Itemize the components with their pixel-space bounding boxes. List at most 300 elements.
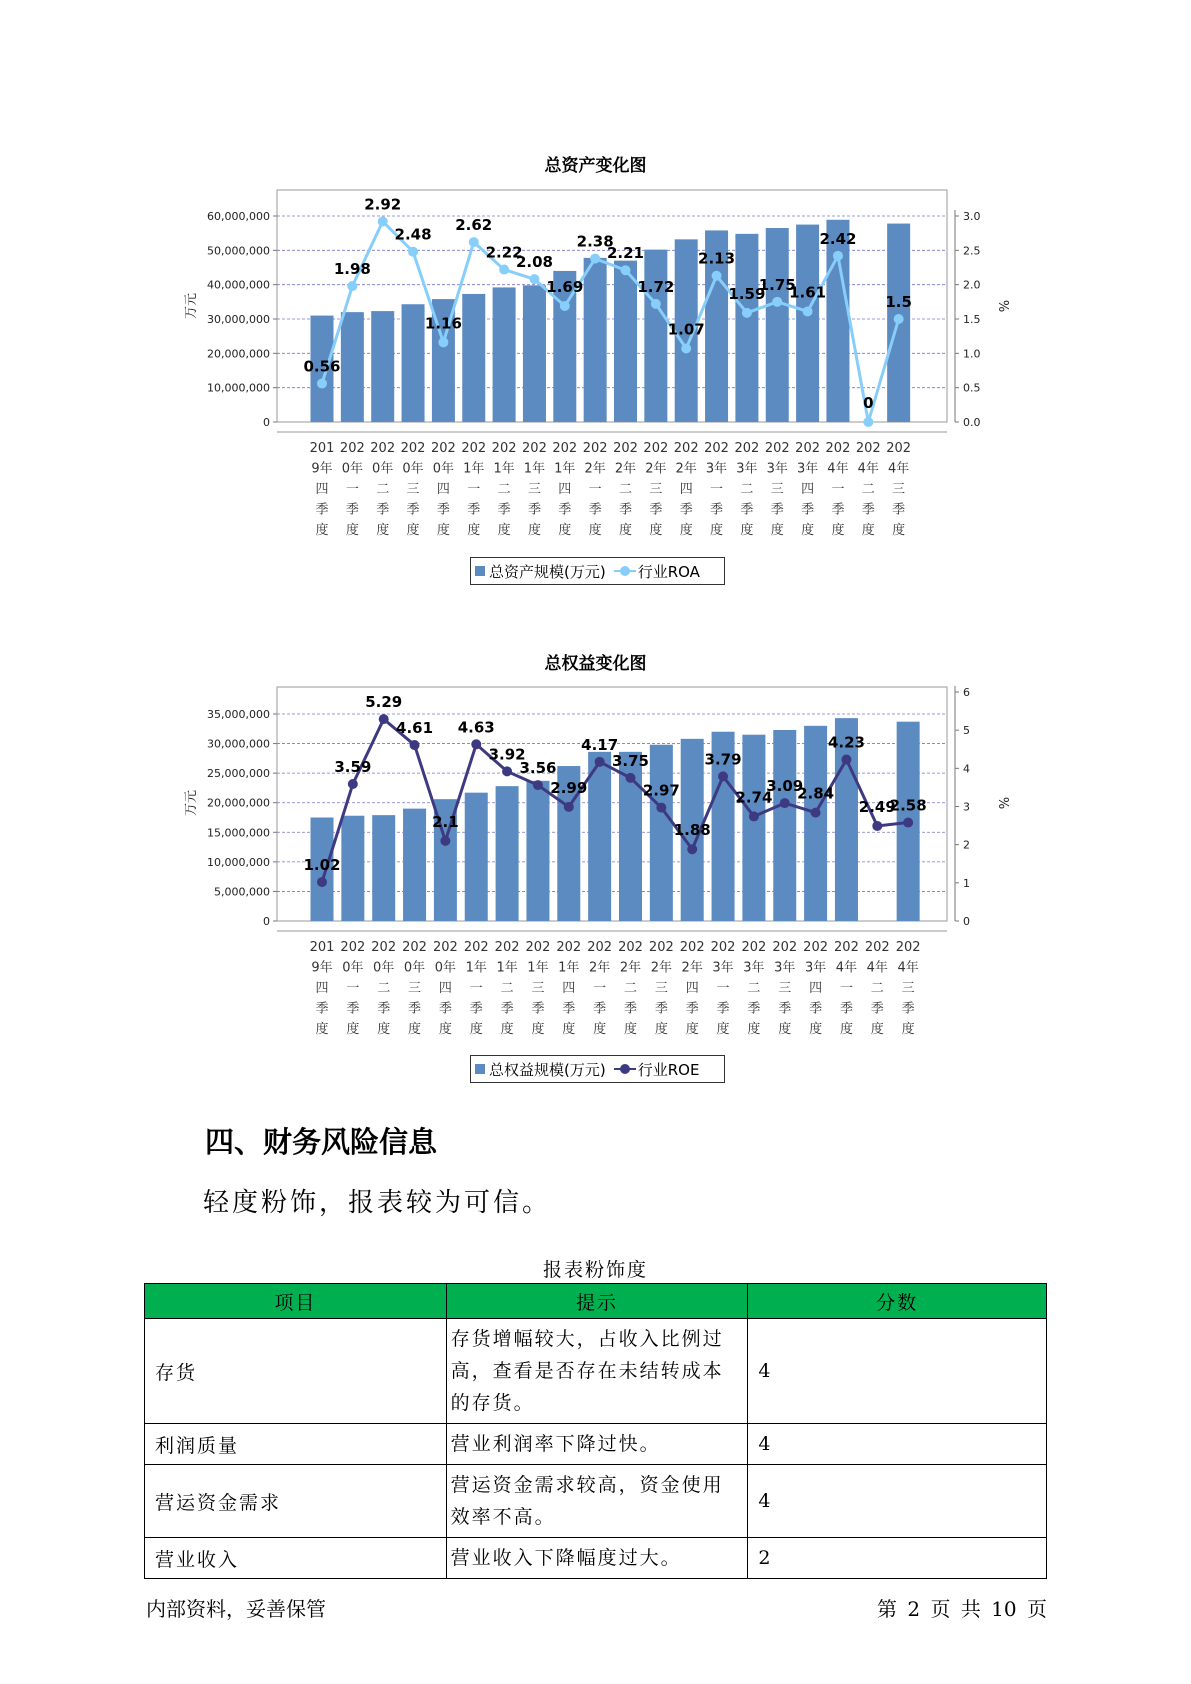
bar	[766, 228, 789, 422]
y2-tick-label: 0	[963, 915, 970, 928]
legend-bar-swatch	[475, 566, 485, 576]
data-label: 2.92	[364, 195, 402, 214]
series-point	[863, 417, 873, 427]
x-tick-label: 度	[588, 523, 602, 538]
x-tick-label: 四	[685, 981, 699, 996]
x-tick-label: 度	[649, 523, 663, 538]
data-label: 3.75	[611, 751, 650, 770]
x-tick-label: 四	[558, 482, 572, 497]
x-tick-label: 季	[685, 1001, 699, 1017]
data-label: 2.42	[819, 229, 857, 248]
series-point	[317, 877, 327, 887]
series-point	[379, 714, 389, 724]
x-tick-label: 季	[345, 502, 359, 518]
chart-title-total-assets: 总资产变化图	[544, 156, 647, 176]
x-tick-label: 季	[901, 1001, 915, 1017]
x-tick-label: 度	[376, 523, 390, 538]
x-tick-label: 季	[588, 502, 602, 518]
x-tick-label: 202	[339, 441, 365, 456]
x-tick-label: 四	[436, 482, 450, 497]
data-label: 2.62	[455, 216, 493, 235]
data-label: 2.99	[550, 778, 588, 797]
x-tick-label: 度	[685, 1022, 699, 1037]
x-tick-label: 4年	[897, 960, 919, 976]
x-tick-label: 202	[741, 940, 767, 955]
series-point	[502, 766, 512, 776]
legend-label-assets: 总资产规模(万元)	[489, 562, 606, 581]
x-tick-label: 度	[618, 523, 633, 538]
y-tick-label: 15,000,000	[207, 826, 270, 840]
x-tick-label: 季	[438, 1001, 452, 1017]
data-label: 2.97	[642, 781, 680, 800]
x-tick-label: 1年	[527, 960, 549, 976]
x-tick-label: 202	[679, 940, 705, 955]
x-tick-label: 季	[315, 1001, 329, 1017]
x-tick-label: 3年	[796, 461, 819, 477]
x-tick-label: 202	[525, 940, 551, 955]
data-label: 2.49	[858, 797, 896, 816]
data-label: 4.61	[396, 719, 434, 738]
x-tick-label: 度	[654, 1022, 668, 1037]
x-tick-label: 度	[406, 523, 420, 538]
x-tick-label: 度	[531, 1022, 545, 1037]
y2-tick-label: 3	[963, 800, 970, 814]
x-tick-label: 二	[500, 981, 514, 996]
x-tick-label: 一	[716, 981, 730, 996]
x-tick-label: 季	[892, 502, 906, 518]
series-point	[408, 247, 418, 257]
x-tick-label: 三	[649, 482, 663, 497]
data-label: 2.74	[735, 788, 773, 807]
series-point	[378, 216, 388, 226]
bar	[588, 752, 611, 921]
bar	[372, 815, 395, 921]
x-tick-label: 0年	[432, 461, 455, 477]
x-tick-label: 1年	[463, 461, 485, 477]
x-tick-label: 四	[809, 981, 823, 996]
x-tick-label: 四	[801, 482, 815, 497]
table-row	[145, 1424, 1047, 1465]
x-tick-label: 2年	[650, 960, 672, 976]
data-label: 2.1	[432, 812, 459, 831]
x-tick-label: 2年	[675, 461, 697, 477]
bar	[650, 745, 673, 921]
y-tick-label: 25,000,000	[207, 767, 270, 781]
data-label: 1.88	[673, 821, 711, 840]
x-tick-label: 度	[892, 523, 906, 538]
x-tick-label: 季	[654, 1001, 668, 1017]
x-tick-label: 度	[679, 523, 693, 538]
series-point	[471, 739, 481, 749]
x-tick-label: 202	[803, 940, 829, 955]
y2-axis-label: %	[995, 299, 1010, 313]
row-hint: 营运资金需求较高，资金使用效率不高。	[446, 1465, 748, 1538]
bar	[493, 287, 516, 422]
total-equity-legend	[470, 1055, 725, 1083]
legend-line-swatch	[614, 1064, 636, 1074]
whitewash-table	[144, 1283, 1047, 1579]
series-point	[681, 344, 691, 354]
x-tick-label: 202	[552, 441, 578, 456]
y-tick-label: 0	[263, 915, 270, 928]
section-summary: 轻度粉饰，报表较为可信。	[203, 1188, 552, 1218]
column-header-score: 分数	[748, 1284, 1047, 1319]
row-score: 4	[748, 1465, 1047, 1538]
bar	[341, 816, 364, 921]
bar	[614, 261, 637, 422]
x-tick-label: 季	[649, 502, 663, 518]
x-tick-label: 度	[710, 523, 724, 538]
x-tick-label: 季	[740, 502, 754, 518]
x-tick-label: 202	[491, 441, 517, 456]
x-tick-label: 2年	[619, 960, 642, 976]
legend-label-equity: 总权益规模(万元)	[489, 1060, 606, 1079]
y2-tick-label: 2.5	[963, 244, 981, 258]
x-tick-label: 202	[834, 940, 859, 955]
x-tick-label: 度	[623, 1022, 638, 1037]
bar	[644, 250, 667, 422]
y2-tick-label: 2.0	[963, 278, 981, 292]
x-tick-label: 202	[825, 441, 851, 456]
series-point	[772, 297, 782, 307]
x-tick-label: 三	[892, 482, 906, 497]
y2-axis-label: %	[995, 796, 1010, 810]
x-tick-label: 度	[801, 523, 815, 538]
data-label: 2.48	[394, 225, 432, 244]
x-tick-label: 季	[315, 502, 329, 518]
x-tick-label: 季	[831, 502, 845, 518]
x-tick-label: 度	[558, 523, 572, 538]
x-tick-label: 度	[839, 1022, 853, 1037]
x-tick-label: 202	[556, 940, 582, 955]
x-tick-label: 季	[562, 1001, 576, 1017]
y2-tick-label: 1	[963, 876, 970, 890]
x-tick-label: 季	[801, 502, 815, 518]
x-tick-label: 季	[623, 1001, 638, 1017]
x-tick-label: 202	[400, 441, 426, 456]
row-score: 2	[748, 1538, 1047, 1579]
series-point	[833, 251, 843, 261]
bar	[804, 726, 827, 921]
x-tick-label: 202	[895, 940, 921, 955]
series-point	[348, 779, 358, 789]
data-label: 2.13	[698, 249, 736, 268]
x-tick-label: 季	[558, 502, 572, 518]
series-point	[626, 773, 636, 783]
data-label: 2.22	[485, 243, 523, 262]
x-tick-label: 季	[870, 1001, 884, 1017]
x-tick-label: 季	[809, 1001, 823, 1017]
x-tick-label: 度	[315, 523, 329, 538]
row-hint: 营业收入下降幅度过大。	[446, 1538, 748, 1579]
y2-tick-label: 1.5	[963, 313, 981, 326]
x-tick-label: 度	[778, 1022, 792, 1037]
series-point	[780, 798, 790, 808]
x-tick-label: 四	[315, 981, 329, 996]
y-tick-label: 5,000,000	[214, 885, 270, 899]
x-tick-label: 0年	[403, 960, 426, 976]
x-tick-label: 202	[522, 441, 547, 456]
data-label: 2.21	[606, 244, 645, 263]
y2-tick-label: 0.0	[963, 416, 981, 429]
x-tick-label: 三	[408, 981, 422, 996]
x-tick-label: 4年	[857, 461, 879, 477]
table-caption: 报表粉饰度	[542, 1259, 648, 1281]
column-header-hint: 提示	[446, 1284, 748, 1319]
x-tick-label: 二	[618, 482, 633, 497]
x-tick-label: 202	[370, 441, 396, 456]
x-tick-label: 0年	[402, 461, 424, 477]
x-tick-label: 4年	[866, 960, 888, 976]
x-tick-label: 202	[463, 940, 489, 955]
x-tick-label: 一	[588, 482, 602, 497]
section-heading: 四、财务风险信息	[205, 1125, 438, 1159]
x-tick-label: 度	[527, 523, 541, 538]
x-tick-label: 一	[345, 482, 359, 497]
x-tick-label: 度	[747, 1022, 761, 1037]
x-tick-label: 季	[469, 1001, 483, 1017]
series-point	[595, 757, 605, 767]
series-point	[841, 755, 851, 765]
x-tick-label: 3年	[774, 960, 796, 976]
row-hint: 存货增幅较大，占收入比例过高，查看是否存在未结转成本的存货。	[446, 1319, 748, 1424]
x-tick-label: 4年	[827, 461, 849, 477]
x-tick-label: 一	[710, 482, 724, 497]
x-tick-label: 度	[870, 1022, 884, 1037]
x-tick-label: 三	[901, 981, 915, 996]
x-tick-label: 度	[345, 523, 359, 538]
footer-confidential: 内部资料，妥善保管	[146, 1597, 326, 1621]
bar	[402, 304, 425, 422]
bar	[826, 220, 849, 422]
y-tick-label: 20,000,000	[207, 347, 270, 361]
x-tick-label: 1年	[493, 461, 515, 477]
data-label: 0.56	[303, 357, 341, 376]
x-tick-label: 季	[778, 1001, 792, 1017]
x-tick-label: 三	[778, 981, 792, 996]
series-point	[872, 821, 882, 831]
series-point	[621, 265, 631, 275]
legend-bar-swatch	[475, 1064, 485, 1074]
series-point	[712, 271, 722, 281]
footer-page-number: 第 2 页 共 10 页	[877, 1597, 1047, 1621]
row-score: 4	[748, 1319, 1047, 1424]
x-tick-label: 季	[467, 502, 481, 518]
data-label: 3.59	[334, 757, 372, 776]
series-point	[687, 844, 697, 854]
y2-tick-label: 6	[963, 686, 970, 699]
x-tick-label: 度	[500, 1022, 514, 1037]
x-tick-label: 三	[654, 981, 668, 996]
x-tick-label: 202	[886, 441, 912, 456]
series-point	[410, 740, 420, 750]
data-label: 3.92	[488, 745, 526, 764]
series-point	[718, 771, 728, 781]
x-tick-label: 202	[340, 940, 366, 955]
bar	[465, 793, 488, 921]
bar	[773, 730, 796, 921]
x-tick-label: 季	[377, 1001, 391, 1017]
x-tick-label: 9年	[311, 960, 333, 976]
x-tick-label: 二	[740, 482, 754, 497]
x-tick-label: 202	[734, 441, 760, 456]
total-equity-chart	[0, 600, 1191, 1100]
x-tick-label: 季	[747, 1001, 761, 1017]
data-label: 3.09	[766, 777, 804, 796]
row-hint: 营业利润率下降过快。	[446, 1424, 748, 1465]
x-tick-label: 1年	[558, 960, 580, 976]
x-tick-label: 度	[438, 1022, 452, 1037]
x-tick-label: 季	[618, 502, 633, 518]
data-label: 1.61	[789, 283, 827, 302]
bar	[742, 735, 765, 921]
x-tick-label: 3年	[705, 461, 728, 477]
x-tick-label: 度	[593, 1022, 607, 1037]
data-label: 3.56	[519, 759, 557, 778]
x-tick-label: 三	[527, 482, 541, 497]
x-tick-label: 1年	[554, 461, 576, 477]
series-point	[499, 265, 509, 275]
data-label: 5.29	[365, 693, 403, 712]
x-tick-label: 度	[770, 523, 784, 538]
x-tick-label: 度	[408, 1022, 422, 1037]
x-tick-label: 季	[346, 1001, 360, 1017]
y2-tick-label: 0.5	[963, 381, 981, 395]
x-tick-label: 202	[432, 940, 458, 955]
data-label: 1.59	[728, 284, 766, 303]
bar	[523, 285, 546, 422]
x-tick-label: 1年	[523, 461, 546, 477]
legend-line-swatch	[614, 566, 636, 576]
y2-tick-label: 2	[963, 838, 970, 852]
series-point	[438, 337, 448, 347]
x-tick-label: 202	[461, 441, 487, 456]
y2-tick-label: 3.0	[963, 210, 981, 223]
bar	[584, 258, 607, 422]
x-tick-label: 2年	[645, 461, 667, 477]
x-tick-label: 四	[562, 981, 576, 996]
x-tick-label: 0年	[341, 461, 363, 477]
x-tick-label: 一	[839, 981, 853, 996]
x-tick-label: 202	[618, 940, 643, 955]
x-tick-label: 1年	[496, 960, 518, 976]
series-point	[894, 314, 904, 324]
x-tick-label: 1年	[465, 960, 487, 976]
x-tick-label: 季	[770, 502, 784, 518]
series-point	[347, 281, 357, 291]
x-tick-label: 度	[809, 1022, 823, 1037]
series-point	[560, 301, 570, 311]
x-tick-label: 202	[648, 940, 674, 955]
x-tick-label: 202	[864, 940, 890, 955]
x-tick-label: 季	[406, 502, 420, 518]
data-label: 2.38	[576, 232, 614, 251]
x-tick-label: 一	[831, 482, 845, 497]
x-tick-label: 季	[500, 1001, 514, 1017]
x-tick-label: 三	[531, 981, 545, 996]
x-tick-label: 202	[855, 441, 881, 456]
y-tick-label: 60,000,000	[207, 210, 270, 223]
series-point	[564, 802, 574, 812]
y-tick-label: 0	[263, 416, 270, 429]
data-label: 2.84	[797, 784, 835, 803]
x-tick-label: 二	[376, 482, 390, 497]
row-item: 营业收入	[145, 1538, 447, 1579]
x-tick-label: 度	[377, 1022, 391, 1037]
x-tick-label: 一	[346, 981, 360, 996]
x-tick-label: 3年	[712, 960, 734, 976]
x-tick-label: 二	[497, 482, 511, 497]
data-label: 3.79	[704, 750, 742, 769]
x-tick-label: 度	[346, 1022, 360, 1037]
bar	[526, 781, 549, 921]
y2-tick-label: 4	[963, 762, 970, 776]
x-tick-label: 2年	[614, 461, 637, 477]
data-label: 1.5	[885, 293, 912, 311]
x-tick-label: 度	[469, 1022, 483, 1037]
x-tick-label: 二	[861, 482, 875, 497]
x-tick-label: 0年	[434, 960, 457, 976]
table-row	[145, 1538, 1047, 1579]
bar	[796, 225, 819, 422]
x-tick-label: 2年	[584, 461, 606, 477]
x-tick-label: 季	[839, 1001, 853, 1017]
data-label: 1.98	[333, 260, 371, 279]
bar	[341, 312, 364, 422]
y-tick-label: 40,000,000	[207, 278, 270, 292]
data-label: 2.08	[515, 253, 553, 272]
x-tick-label: 二	[870, 981, 884, 996]
data-label: 1.69	[546, 277, 584, 296]
x-tick-label: 202	[430, 441, 456, 456]
x-tick-label: 4年	[835, 960, 858, 976]
x-tick-label: 度	[562, 1022, 576, 1037]
x-tick-label: 201	[309, 940, 335, 955]
y-axis-label: 万元	[184, 789, 199, 817]
y-axis-label: 万元	[184, 292, 199, 320]
x-tick-label: 二	[747, 981, 761, 996]
series-point	[533, 780, 543, 790]
row-item: 存货	[145, 1319, 447, 1424]
x-tick-label: 度	[740, 523, 754, 538]
x-tick-label: 3年	[736, 461, 758, 477]
x-tick-label: 季	[497, 502, 511, 518]
row-item: 利润质量	[145, 1424, 447, 1465]
x-tick-label: 度	[901, 1022, 915, 1037]
x-tick-label: 季	[861, 502, 875, 518]
x-tick-label: 0年	[372, 461, 394, 477]
y-tick-label: 50,000,000	[207, 244, 270, 258]
row-score: 4	[748, 1424, 1047, 1465]
x-tick-label: 202	[710, 940, 736, 955]
data-label: 1.02	[303, 856, 341, 875]
series-point	[656, 803, 666, 813]
bar	[371, 311, 394, 422]
x-tick-label: 4年	[888, 461, 910, 477]
bar	[462, 294, 485, 422]
y-tick-label: 30,000,000	[207, 737, 270, 751]
bar	[735, 234, 758, 422]
x-tick-label: 度	[861, 523, 875, 538]
x-tick-label: 度	[467, 523, 481, 538]
table-row	[145, 1319, 1047, 1424]
x-tick-label: 季	[527, 502, 541, 518]
series-point	[440, 836, 450, 846]
y-tick-label: 10,000,000	[207, 855, 270, 869]
x-tick-label: 202	[772, 940, 798, 955]
x-tick-label: 季	[408, 1001, 422, 1017]
x-tick-label: 202	[704, 441, 729, 456]
